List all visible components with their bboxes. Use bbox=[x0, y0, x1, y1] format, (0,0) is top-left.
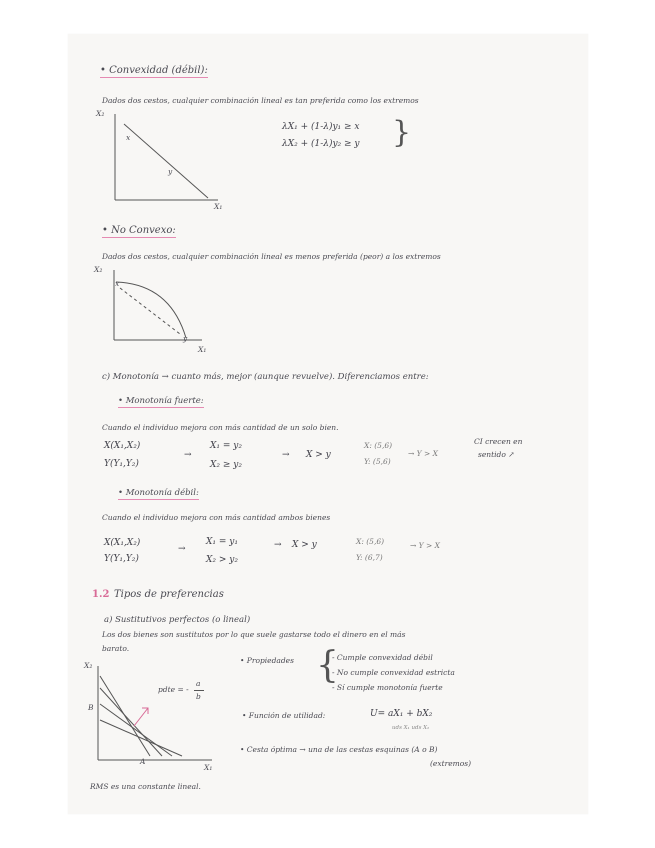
weak-condition-2: X₂ > y₂ bbox=[206, 555, 238, 565]
utility-function-formula: U= aX₁ + bX₂ bbox=[370, 709, 433, 719]
perfect-substitutes-heading: a) Sustitutivos perfectos (o lineal) bbox=[104, 615, 251, 625]
convexity-heading bbox=[100, 66, 208, 76]
strong-arrow-2: → bbox=[282, 450, 290, 460]
weak-example-y: Y: (6,7) bbox=[356, 553, 383, 562]
convexity-condition-2: λX₂ + (1-λ)y₂ ≥ y bbox=[282, 139, 360, 149]
strong-bundle-x: X(X₁,X₂) bbox=[104, 441, 141, 451]
strong-condition-2: X₂ ≥ y₂ bbox=[210, 460, 242, 470]
convexity-heading-text: • Convexidad (débil): bbox=[100, 65, 208, 76]
strong-result: X > y bbox=[306, 450, 331, 460]
convex-axis-y-label: X₂ bbox=[96, 109, 105, 118]
weak-bundle-x: X(X₁,X₂) bbox=[104, 538, 141, 548]
properties-brace: { bbox=[316, 645, 339, 686]
non-convex-dashed-line bbox=[120, 288, 180, 334]
optimal-bundle-sub: (extremos) bbox=[430, 759, 472, 768]
weak-result: X > y bbox=[292, 540, 317, 550]
slope-fraction-bar bbox=[194, 690, 204, 691]
convex-graph bbox=[110, 112, 230, 212]
ps-direction-arrow bbox=[134, 708, 148, 726]
strong-arrow-1: → bbox=[184, 450, 192, 460]
strong-condition-1: X₁ = y₂ bbox=[210, 441, 242, 451]
property-2: - No cumple convexidad estricta bbox=[332, 668, 455, 677]
strong-example-result: → Y > X bbox=[408, 449, 439, 458]
perfect-substitutes-graph bbox=[94, 664, 224, 774]
weak-arrow-2: → bbox=[274, 540, 282, 550]
section-number: 1.2 bbox=[92, 589, 110, 600]
slope-denominator: b bbox=[196, 692, 201, 701]
ps-point-b: B bbox=[88, 703, 94, 712]
convexity-description: Dados dos cestos, cualquier combinación lineal es tan preferida como los extremos bbox=[102, 96, 419, 105]
strong-note-line-2: sentido ↗ bbox=[478, 450, 515, 459]
weak-example-result: → Y > X bbox=[410, 541, 441, 550]
strong-monotonicity-heading-text: • Monotonía fuerte: bbox=[118, 396, 204, 406]
monotonicity-heading: c) Monotonía → cuanto más, mejor (aunque revuelve). Diferenciamos entre: bbox=[102, 372, 429, 382]
ps-axis-x-label: X₁ bbox=[204, 763, 213, 772]
rms-note: RMS es una constante lineal. bbox=[90, 782, 201, 791]
perfect-substitutes-description-2: barato. bbox=[102, 644, 130, 653]
optimal-bundle-label: • Cesta óptima → una de las cestas esquinas (A o B) bbox=[240, 745, 438, 754]
strong-monotonicity-heading bbox=[118, 397, 204, 406]
convex-point-y: y bbox=[168, 167, 173, 176]
strong-example-x: X: (5,6) bbox=[364, 441, 393, 450]
perfect-substitutes-description-1: Los dos bienes son sustitutos por lo que suele gastarse todo el dinero en el más bbox=[102, 630, 406, 639]
property-1: - Cumple convexidad débil bbox=[332, 653, 433, 662]
weak-monotonicity-heading-text: • Monotonía débil: bbox=[118, 488, 199, 498]
strong-monotonicity-description: Cuando el individuo mejora con más cantidad de un solo bien. bbox=[102, 423, 339, 432]
non-convex-description: Dados dos cestos, cualquier combinación lineal es menos preferida (peor) a los extremos bbox=[102, 252, 441, 261]
condition-brace: } bbox=[392, 115, 412, 150]
non-convex-heading-text: • No Convexo: bbox=[102, 225, 176, 236]
non-convex-heading bbox=[102, 226, 176, 236]
weak-arrow-1: → bbox=[178, 544, 186, 554]
convex-point-x: x bbox=[126, 133, 131, 142]
convex-axis-x-label: X₁ bbox=[214, 202, 223, 211]
utility-function-label: • Función de utilidad: bbox=[242, 711, 326, 720]
non-convex-curve bbox=[115, 279, 186, 338]
strong-example-y: Y: (5,6) bbox=[364, 457, 391, 466]
properties-label: • Propiedades bbox=[240, 656, 294, 665]
non-convex-axis-x-label: X₁ bbox=[198, 345, 207, 354]
non-convex-graph bbox=[110, 268, 210, 348]
ps-point-a: A bbox=[140, 757, 146, 766]
slope-numerator: a bbox=[196, 679, 201, 688]
weak-example-x: X: (5,6) bbox=[356, 537, 385, 546]
convex-indifference-line bbox=[124, 124, 208, 198]
non-convex-point-x: x bbox=[115, 279, 120, 288]
weak-monotonicity-heading bbox=[118, 489, 199, 498]
weak-monotonicity-description: Cuando el individuo mejora con más cantidad ambos bienes bbox=[102, 513, 331, 522]
strong-bundle-y: Y(Y₁,Y₂) bbox=[104, 459, 139, 469]
ps-indifference-line-2 bbox=[100, 688, 162, 756]
non-convex-point-y: y bbox=[183, 334, 188, 343]
ps-axis-y-label: X₂ bbox=[84, 661, 93, 670]
ps-indifference-line-3 bbox=[100, 704, 172, 756]
slope-label: pdte = - bbox=[158, 685, 189, 694]
weak-condition-1: X₁ = y₁ bbox=[206, 537, 238, 547]
ps-indifference-line-4 bbox=[100, 720, 182, 756]
utility-function-units: uds X₁ uds X₂ bbox=[392, 725, 430, 731]
convexity-condition-1: λX₁ + (1-λ)y₁ ≥ x bbox=[282, 122, 360, 132]
strong-note-line-1: CI crecen en bbox=[474, 437, 523, 446]
property-3: - Sí cumple monotonía fuerte bbox=[332, 683, 443, 692]
weak-bundle-y: Y(Y₁,Y₂) bbox=[104, 554, 139, 564]
non-convex-axis-y-label: X₂ bbox=[94, 265, 103, 274]
section-heading: Tipos de preferencias bbox=[114, 589, 224, 600]
